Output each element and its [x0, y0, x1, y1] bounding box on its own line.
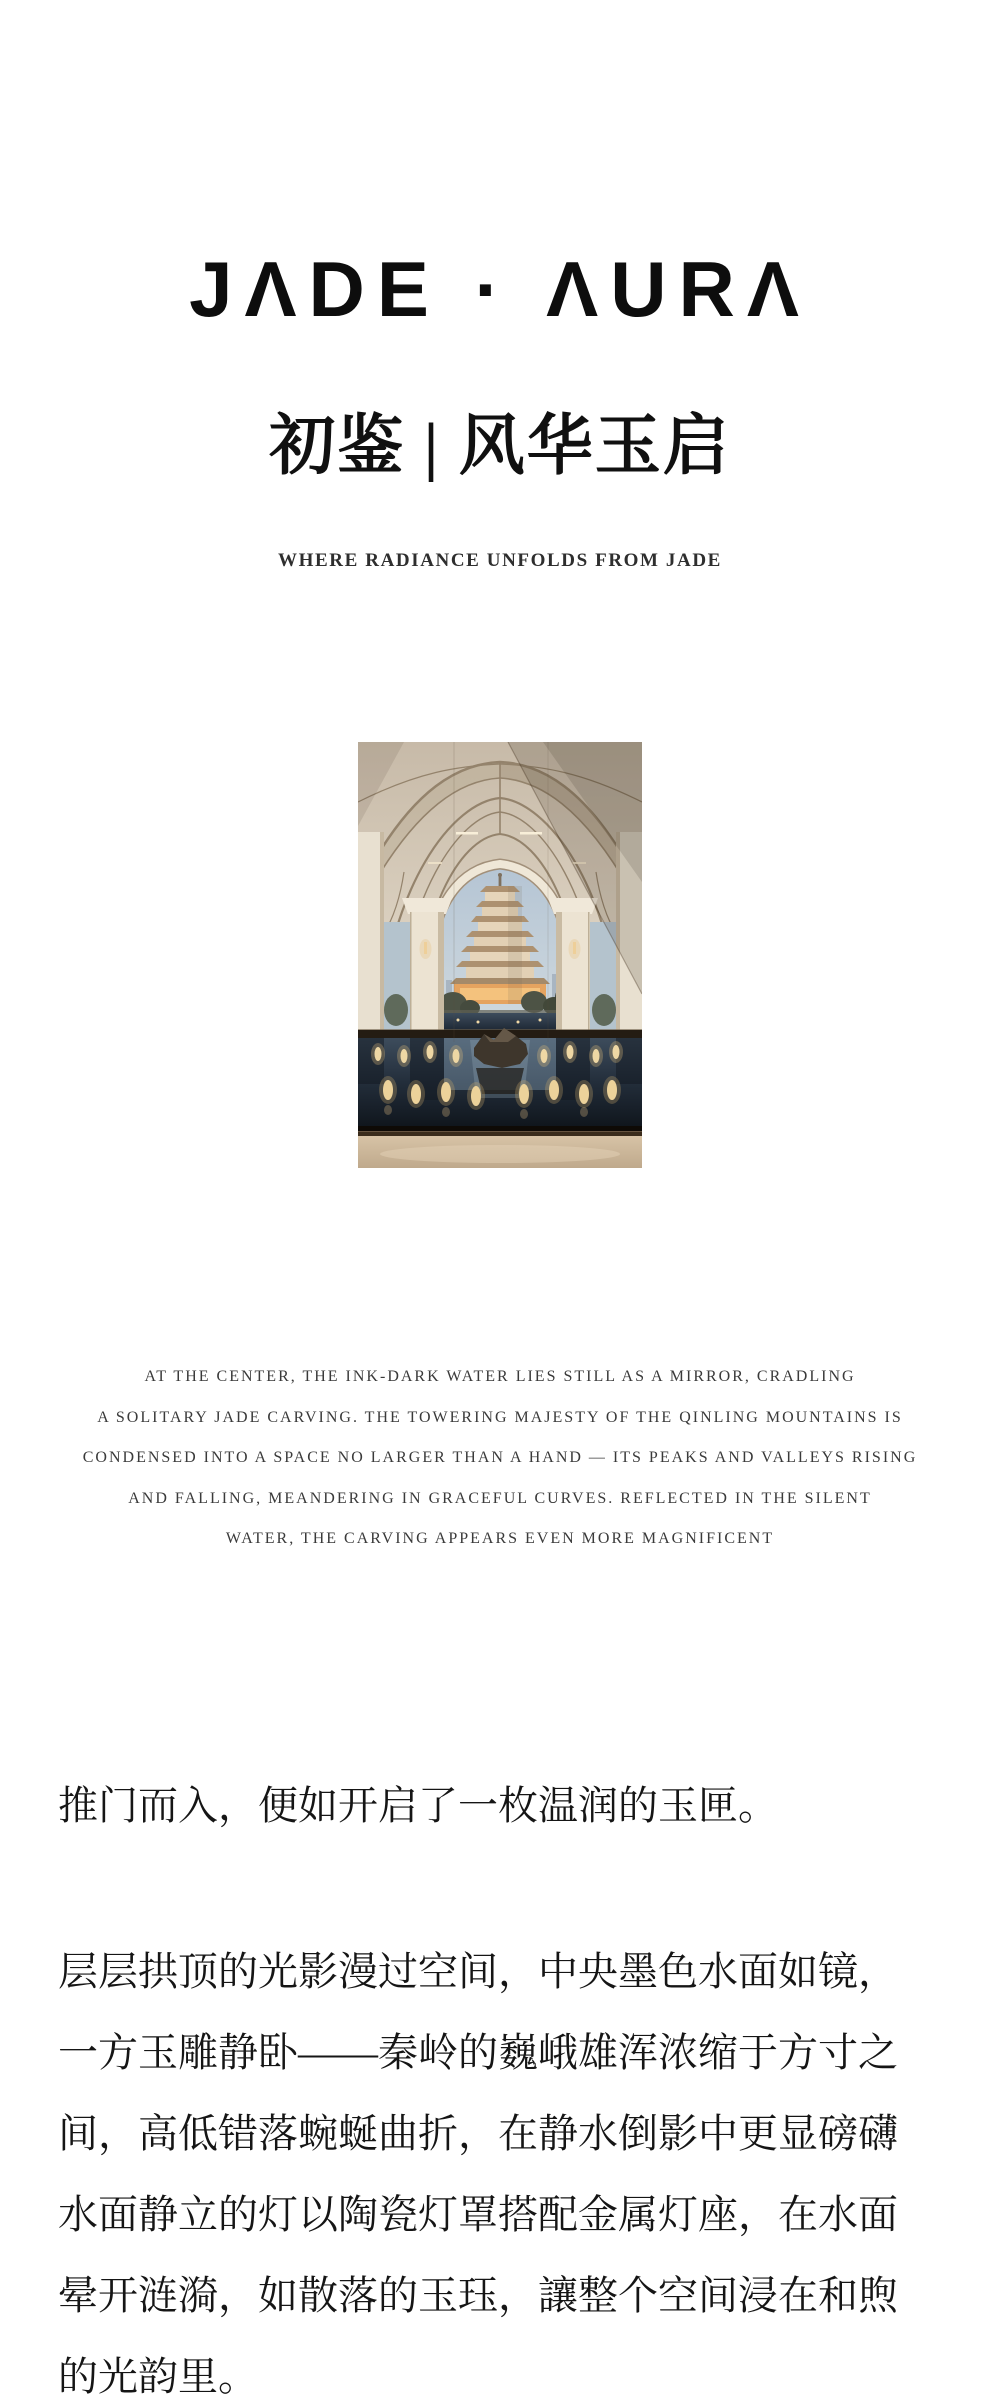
- body-line: 一方玉雕静卧——秦岭的巍峨雄浑浓缩于方寸之: [58, 2030, 898, 2075]
- caption-block: [40, 1357, 960, 1560]
- body-line: 层层拱顶的光影漫过空间，中央墨色水面如镜，: [58, 1949, 898, 1994]
- page-title: 初鉴 | 风华玉启: [269, 410, 731, 483]
- body-text: [58, 1765, 950, 2406]
- lobby-photo-illustration: [358, 742, 642, 1168]
- lobby-photo: [358, 742, 642, 1168]
- body-line: 的光韵里。: [58, 2354, 258, 2399]
- caption-line: AND FALLING, MEANDERING IN GRACEFUL CURVES. REFLECTED IN THE SILENT: [128, 1489, 872, 1507]
- caption-line: A SOLITARY JADE CARVING. THE TOWERING MAJESTY OF THE QINLING MOUNTAINS IS: [97, 1408, 903, 1426]
- subtitle: WHERE RADIANCE UNFOLDS FROM JADE: [278, 550, 722, 571]
- paragraph-intro: [58, 1765, 950, 1846]
- body-line: 水面静立的灯以陶瓷灯罩搭配金属灯座，在水面: [58, 2192, 898, 2237]
- body-line: 晕开涟漪，如散落的玉珏，讓整个空间浸在和煦: [58, 2273, 898, 2318]
- brand-logo: JΛDE · ΛURΛ: [189, 245, 811, 333]
- caption-line: CONDENSED INTO A SPACE NO LARGER THAN A HAND — ITS PEAKS AND VALLEYS RISING: [82, 1449, 918, 1466]
- caption-line: AT THE CENTER, THE INK-DARK WATER LIES STILL AS A MIRROR, CRADLING: [144, 1368, 856, 1385]
- caption-line: WATER, THE CARVING APPEARS EVEN MORE MAGNIFICENT: [225, 1530, 775, 1547]
- body-line: 间，高低错落蜿蜒曲折，在静水倒影中更显磅礴: [58, 2111, 898, 2156]
- pool-edge-and-floor: [358, 1126, 642, 1168]
- body-line: 推门而入，便如开启了一枚温润的玉匣。: [58, 1783, 778, 1828]
